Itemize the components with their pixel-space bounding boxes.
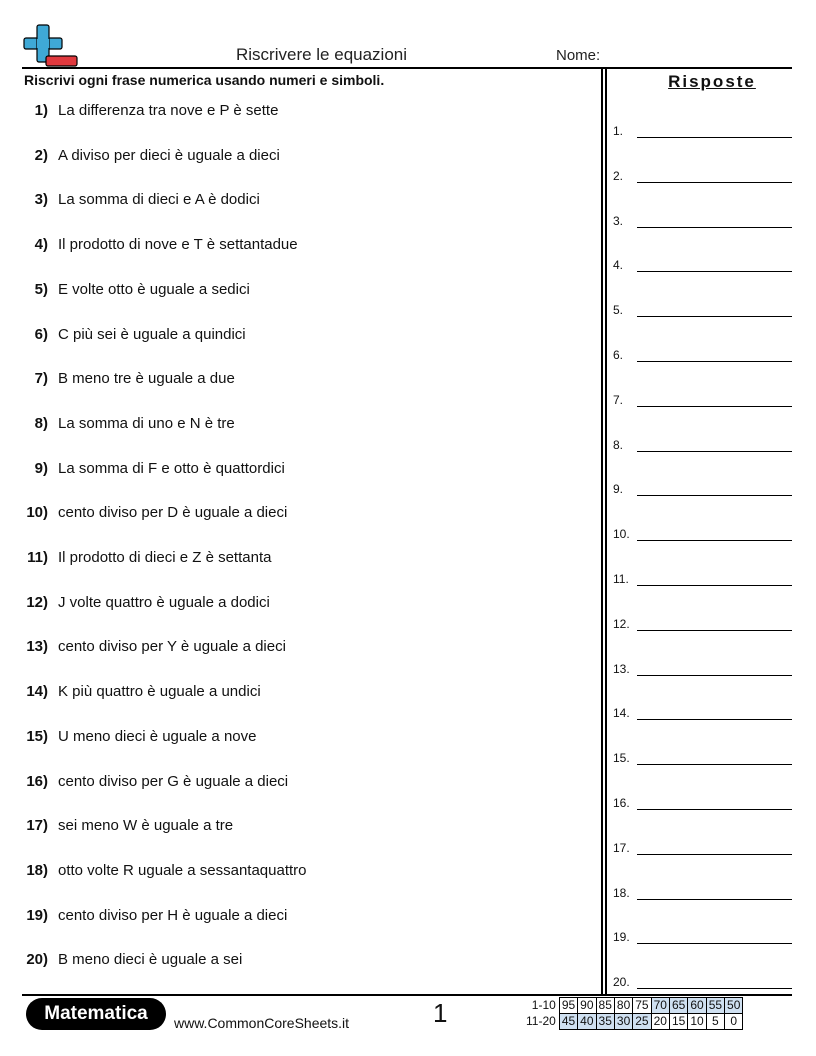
page-number: 1: [433, 998, 448, 1028]
answer-item: [613, 617, 793, 633]
answer-blank[interactable]: [637, 182, 792, 183]
answer-item: [613, 886, 793, 902]
answer-blank[interactable]: [637, 764, 792, 765]
question-text: Il prodotto di nove e T è settantadue: [58, 236, 298, 254]
score-range-label: 1-10: [531, 998, 556, 1012]
question-item: [0, 949, 590, 971]
question-text: C più sei è uguale a quindici: [58, 325, 246, 343]
score-row: [524, 998, 743, 1014]
answer-item: [613, 572, 793, 588]
instructions: Riscrivi ogni frase numerica usando numeri e simboli.: [24, 72, 385, 88]
score-cell: 75: [633, 998, 651, 1014]
question-item: [0, 502, 590, 524]
question-number: 16): [26, 772, 48, 790]
answer-blank[interactable]: [637, 899, 792, 900]
answer-item: [613, 169, 793, 185]
answer-number: 18.: [613, 885, 630, 900]
answer-number: 5.: [613, 303, 624, 318]
question-item: [0, 860, 590, 882]
question-item: [0, 771, 590, 793]
question-text: otto volte R uguale a sessantaquattro: [58, 861, 307, 879]
question-text: U meno dieci è uguale a nove: [58, 727, 257, 745]
question-number: 5): [34, 280, 48, 298]
answer-item: [613, 214, 793, 230]
question-number: 11): [27, 549, 48, 566]
score-cell: 15: [669, 1014, 687, 1030]
column-divider: [601, 68, 603, 995]
answer-blank[interactable]: [637, 406, 792, 407]
score-cell: 55: [706, 998, 724, 1014]
answer-number: 12.: [613, 616, 630, 631]
score-cell: 65: [669, 998, 687, 1014]
score-cell: 5: [706, 1014, 724, 1030]
question-number: 10): [26, 504, 48, 522]
question-number: 18): [26, 861, 48, 879]
answer-item: [613, 527, 793, 543]
score-cell: 20: [651, 1014, 669, 1030]
question-item: [0, 234, 590, 256]
answer-item: [613, 975, 793, 991]
answer-number: 11.: [613, 572, 629, 586]
score-cell: 90: [578, 998, 596, 1014]
answer-item: [613, 796, 793, 812]
question-item: [0, 905, 590, 927]
question-text: cento diviso per D è uguale a dieci: [58, 504, 288, 522]
score-row: [524, 1014, 743, 1030]
score-cell: 30: [614, 1014, 632, 1030]
answer-item: [613, 348, 793, 364]
question-text: La somma di uno e N è tre: [58, 414, 235, 432]
answer-blank[interactable]: [637, 451, 792, 452]
answer-blank[interactable]: [637, 630, 792, 631]
answer-blank[interactable]: [637, 137, 792, 138]
question-text: La somma di F e otto è quattordici: [58, 459, 285, 477]
answer-blank[interactable]: [637, 227, 792, 228]
question-text: A diviso per dieci è uguale a dieci: [58, 146, 280, 164]
question-number: 20): [26, 951, 48, 969]
plus-minus-logo-icon: [22, 24, 80, 68]
question-item: [0, 100, 590, 122]
question-text: B meno dieci è uguale a sei: [58, 951, 243, 969]
question-text: E volte otto è uguale a sedici: [58, 280, 250, 298]
answer-blank[interactable]: [637, 854, 792, 855]
question-number: 13): [26, 638, 48, 656]
answer-item: [613, 751, 793, 767]
score-cell: 45: [559, 1014, 577, 1030]
question-item: [0, 413, 590, 435]
answer-blank[interactable]: [637, 988, 792, 989]
answer-number: 13.: [613, 661, 630, 676]
score-cell: 95: [559, 998, 577, 1014]
answer-blank[interactable]: [637, 495, 792, 496]
answer-number: 10.: [613, 527, 630, 542]
question-text: La differenza tra nove e P è sette: [58, 102, 279, 119]
answer-blank[interactable]: [637, 809, 792, 810]
answer-blank[interactable]: [637, 361, 792, 362]
answer-number: 15.: [613, 751, 630, 766]
score-cell: 0: [725, 1014, 743, 1030]
answer-item: [613, 303, 793, 319]
answer-number: 19.: [613, 930, 630, 945]
score-range-label: 11-20: [526, 1014, 556, 1028]
column-divider-inner: [605, 68, 607, 995]
page-title: Riscrivere le equazioni: [236, 45, 408, 64]
question-item: [0, 592, 590, 614]
score-cell: 10: [688, 1014, 706, 1030]
score-table: [524, 997, 743, 1030]
answer-number: 1.: [613, 124, 624, 138]
question-item: [0, 726, 590, 748]
answer-number: 16.: [613, 796, 630, 810]
question-item: [0, 145, 590, 167]
answer-blank[interactable]: [637, 719, 792, 720]
name-label: Nome:: [556, 47, 601, 64]
header-divider: [22, 67, 792, 69]
answer-number: 3.: [613, 213, 624, 228]
score-cell: 85: [596, 998, 614, 1014]
question-text: K più quattro è uguale a undici: [58, 683, 261, 701]
answer-item: [613, 841, 793, 857]
question-item: [0, 324, 590, 346]
question-number: 3): [34, 191, 48, 209]
answer-item: [613, 124, 793, 140]
answer-number: 8.: [613, 437, 624, 452]
answer-item: [613, 482, 793, 498]
question-item: [0, 547, 590, 569]
answer-number: 2.: [613, 168, 624, 183]
answer-number: 7.: [613, 392, 624, 407]
answer-item: [613, 930, 793, 946]
question-text: sei meno W è uguale a tre: [58, 817, 234, 835]
question-text: cento diviso per H è uguale a dieci: [58, 906, 288, 924]
question-text: cento diviso per G è uguale a dieci: [58, 772, 289, 790]
answer-item: [613, 393, 793, 409]
question-item: [0, 636, 590, 658]
question-number: 17): [26, 817, 48, 835]
score-cell: 35: [596, 1014, 614, 1030]
score-cell: 80: [614, 998, 632, 1014]
answer-item: [613, 438, 793, 454]
question-text: cento diviso per Y è uguale a dieci: [58, 638, 286, 656]
score-cell: 25: [633, 1014, 651, 1030]
brand-badge: Matematica: [26, 998, 166, 1030]
answer-number: 14.: [613, 706, 630, 721]
question-number: 6): [34, 325, 48, 343]
question-item: [0, 279, 590, 301]
question-item: [0, 458, 590, 480]
answer-number: 20.: [613, 975, 630, 990]
answer-item: [613, 706, 793, 722]
score-cell: 70: [651, 998, 669, 1014]
question-item: [0, 189, 590, 211]
question-text: Il prodotto di dieci e Z è settanta: [58, 549, 272, 566]
question-number: 9): [34, 459, 48, 477]
answer-blank[interactable]: [637, 316, 792, 317]
score-cell: 60: [688, 998, 706, 1014]
question-number: 2): [34, 146, 48, 164]
answer-number: 4.: [613, 258, 624, 273]
answer-blank[interactable]: [637, 540, 792, 541]
question-number: 19): [26, 906, 48, 924]
question-number: 15): [26, 727, 48, 745]
site-url: www.CommonCoreSheets.it: [174, 1015, 350, 1031]
question-number: 14): [26, 683, 48, 701]
question-number: 8): [34, 414, 48, 432]
score-cell: 50: [725, 998, 743, 1014]
answer-number: 6.: [613, 348, 624, 362]
question-item: [0, 815, 590, 837]
question-text: La somma di dieci e A è dodici: [58, 191, 260, 209]
answer-number: 9.: [613, 482, 624, 497]
question-number: 7): [34, 370, 48, 388]
question-text: J volte quattro è uguale a dodici: [58, 593, 270, 611]
answer-blank[interactable]: [637, 943, 792, 944]
footer-divider: [22, 994, 792, 996]
question-item: [0, 368, 590, 390]
question-number: 1): [34, 102, 48, 119]
answer-item: [613, 662, 793, 678]
answer-item: [613, 258, 793, 274]
answers-heading: Risposte: [668, 72, 756, 91]
answer-blank[interactable]: [637, 675, 792, 676]
answer-number: 17.: [613, 840, 630, 855]
question-number: 12): [26, 593, 48, 611]
answer-blank[interactable]: [637, 271, 792, 272]
question-number: 4): [34, 236, 48, 254]
answer-blank[interactable]: [637, 585, 792, 586]
question-item: [0, 681, 590, 703]
question-text: B meno tre è uguale a due: [58, 370, 235, 388]
score-cell: 40: [578, 1014, 596, 1030]
